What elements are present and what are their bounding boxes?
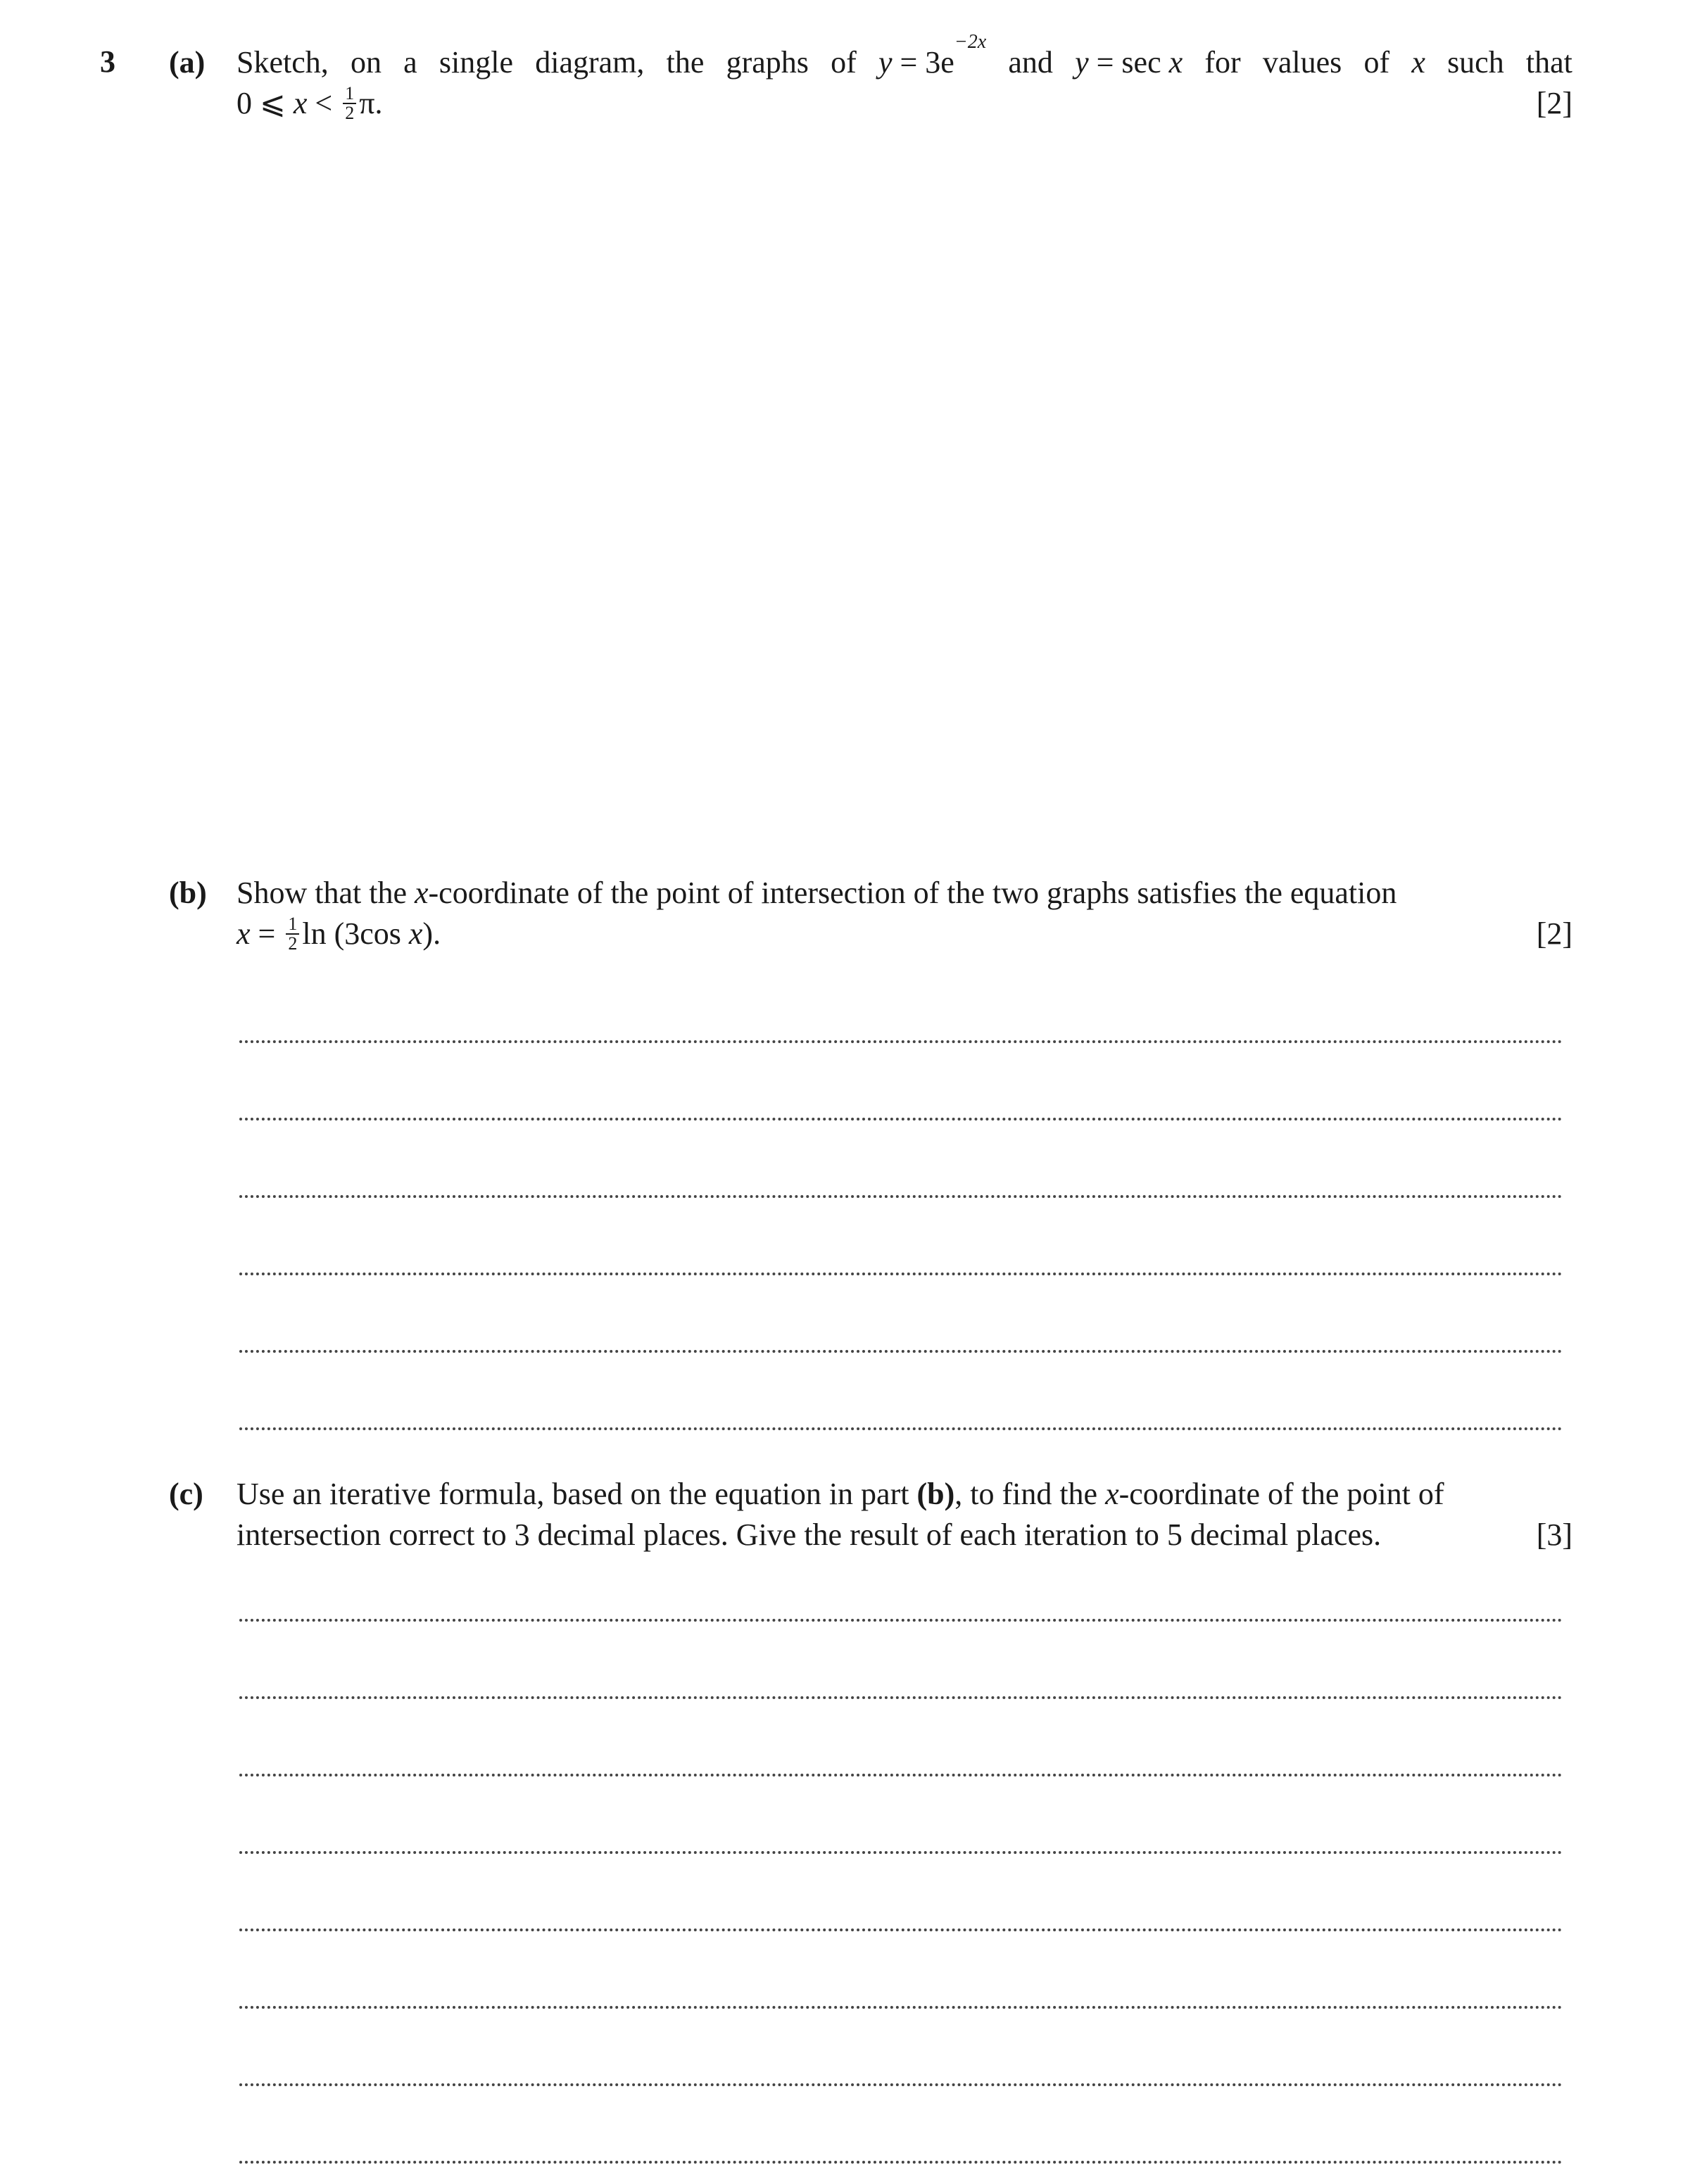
fraction-numerator: 1 — [286, 915, 299, 935]
answer-line[interactable] — [239, 2161, 1563, 2164]
word: Sketch, — [237, 45, 329, 80]
part-c-marks: [3] — [1536, 1517, 1572, 1552]
fraction-denominator: 2 — [288, 933, 298, 954]
fraction-denominator: 2 — [345, 102, 355, 123]
text: , to find the — [954, 1477, 1106, 1511]
range-op: < — [307, 86, 341, 120]
fraction-numerator: 1 — [343, 84, 356, 104]
part-b-label: (b) — [169, 876, 207, 910]
text: -coordinate of the point of — [1118, 1477, 1444, 1511]
part-a-line-1 — [237, 31, 1572, 83]
answer-line[interactable] — [239, 1929, 1563, 1931]
word: graphs — [726, 45, 809, 80]
eq-end: ). — [422, 916, 441, 951]
word: for — [1204, 45, 1241, 80]
fraction-half — [286, 915, 299, 953]
answer-line[interactable] — [239, 1427, 1563, 1430]
word: x — [1411, 45, 1425, 80]
part-b-text — [237, 873, 1572, 956]
equation-exponential — [878, 31, 987, 83]
range-end: π. — [359, 86, 383, 120]
text: Use an iterative formula, based on the equation in part — [237, 1477, 917, 1511]
fraction-half — [343, 84, 356, 122]
eq-op: = — [250, 916, 284, 951]
answer-line[interactable] — [239, 1195, 1563, 1198]
part-b-line-2 — [237, 914, 1572, 956]
eq-var-x: x — [1168, 45, 1183, 80]
equation-secant — [1075, 42, 1183, 83]
word: diagram, — [535, 45, 645, 80]
answer-line[interactable] — [239, 2083, 1563, 2086]
text-var: x — [1105, 1477, 1119, 1511]
answer-line[interactable] — [239, 2006, 1563, 2009]
part-a-line-2 — [237, 83, 1572, 125]
question-number: 3 — [100, 44, 115, 79]
eq-var-y: y — [1075, 45, 1089, 80]
word: and — [1008, 45, 1053, 80]
text: -coordinate of the point of intersection of the two graphs satisfies the equation — [428, 876, 1397, 910]
word: that — [1525, 45, 1572, 80]
part-b-marks: [2] — [1536, 916, 1572, 951]
word: of — [831, 45, 857, 80]
answer-line[interactable] — [239, 1851, 1563, 1854]
range-var: x — [293, 86, 308, 120]
text: intersection correct to 3 decimal places. Give the result of each iteration to 5 decimal places. — [237, 1517, 1382, 1552]
word: single — [439, 45, 514, 80]
eq-fn: ln (3cos — [302, 916, 409, 951]
part-a-label: (a) — [169, 45, 206, 80]
part-c-line-2 — [237, 1515, 1572, 1555]
eq-var-y: y — [878, 45, 893, 80]
answer-line[interactable] — [239, 1040, 1563, 1043]
eq-exponent: −2x — [954, 31, 987, 53]
equation-iteration — [237, 913, 441, 954]
eq-body: = 3e — [892, 45, 954, 80]
part-b-line-1 — [237, 873, 1572, 914]
answer-line[interactable] — [239, 1619, 1563, 1622]
answer-line[interactable] — [239, 1696, 1563, 1699]
word: of — [1363, 45, 1390, 80]
eq-var-x: x — [408, 916, 423, 951]
word: the — [666, 45, 705, 80]
word: such — [1447, 45, 1504, 80]
part-a-marks: [2] — [1536, 86, 1572, 120]
word: a — [403, 45, 417, 80]
word: on — [350, 45, 382, 80]
range-start: 0 ⩽ — [237, 86, 294, 120]
eq-var-x: x — [237, 916, 251, 951]
answer-line[interactable] — [239, 1273, 1563, 1275]
part-a-text — [237, 31, 1572, 125]
range-inequality — [237, 82, 383, 123]
word: values — [1262, 45, 1342, 80]
part-c-line-1 — [237, 1474, 1572, 1515]
answer-line[interactable] — [239, 1350, 1563, 1353]
eq-body: = sec — [1088, 45, 1169, 80]
part-c-text — [237, 1474, 1572, 1555]
text: Show that the — [237, 876, 415, 910]
part-reference: (b) — [916, 1477, 955, 1511]
text-var: x — [414, 876, 429, 910]
part-c-label: (c) — [169, 1477, 203, 1511]
answer-line[interactable] — [239, 1774, 1563, 1776]
answer-line[interactable] — [239, 1118, 1563, 1121]
